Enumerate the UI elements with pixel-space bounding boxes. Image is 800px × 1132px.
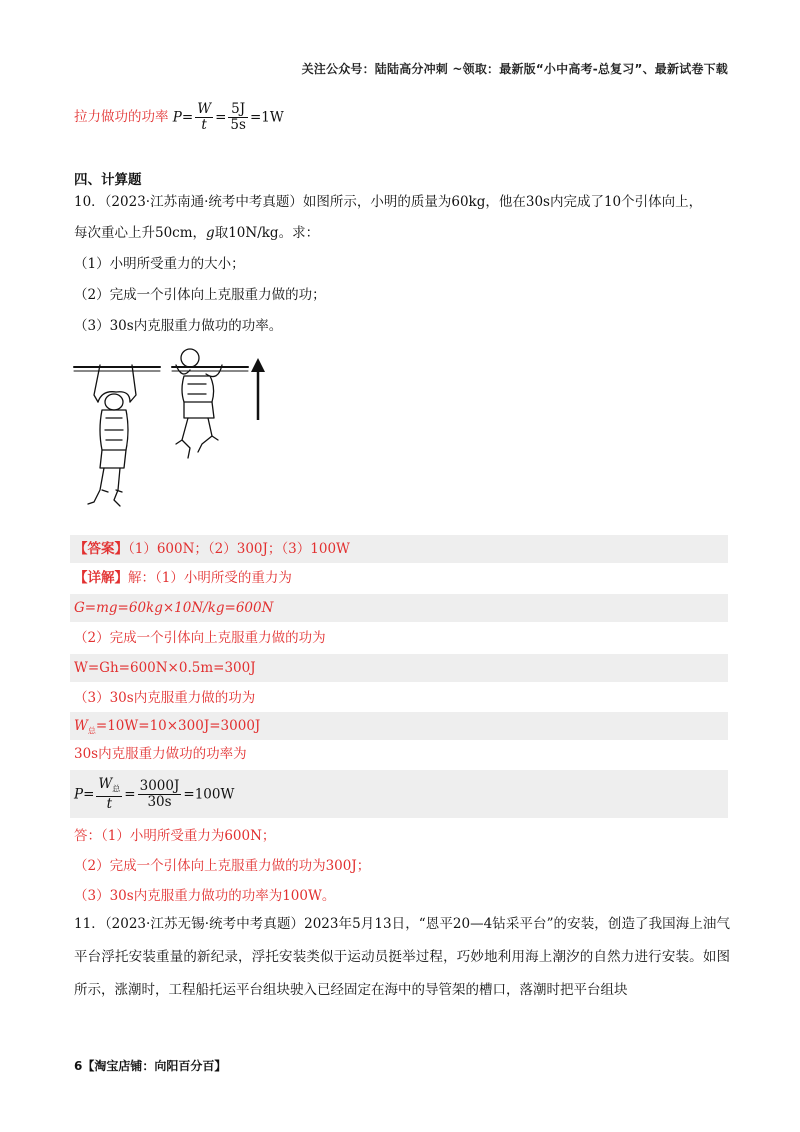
eq-gravity: G=mg=60kg×10N/kg=600N [74, 600, 274, 616]
page-footer: 6【淘宝店铺：向阳百分百】 [74, 1059, 227, 1073]
prev-power-label: 拉力做功的功率 [74, 109, 169, 125]
power-intro: 30s内克服重力做功的功率为 [74, 746, 247, 762]
detail-step3: （3）30s内克服重力做的功为 [74, 690, 256, 706]
q10-item-2: （2）完成一个引体向上克服重力做的功； [74, 287, 326, 303]
page-header: 关注公众号：陆陆高分冲刺 ~领取：最新版“小中高考-总复习”、最新试卷下载 [301, 62, 728, 76]
detail-step2: （2）完成一个引体向上克服重力做的功为 [74, 630, 326, 646]
conclusion-3: （3）30s内克服重力做功的功率为100W。 [74, 888, 336, 904]
eq-power: P= $\frac{W_总}{t}$ = $\frac{3000J}{30s}$ =100W [74, 775, 235, 813]
section-title: 四、计算题 [74, 172, 142, 188]
q10-item-1: （1）小明所受重力的大小； [74, 256, 245, 272]
prev-power-formula: 拉力做功的功率 P= $\frac{W}{t}$ = $\frac{5J}{5s}$ =1W [74, 101, 284, 133]
detail-intro: 【详解】解：（1）小明所受的重力为 [74, 570, 292, 586]
eq-work: W=Gh=600N×0.5m=300J [74, 660, 256, 676]
conclusion-1: 答：（1）小明所受重力为600N； [74, 828, 276, 844]
eq-total-work: $W_总=10W=10\times 300J=3000J$ [74, 718, 261, 736]
q11-text: 11．（2023·江苏无锡·统考中考真题）2023年5月13日，“恩平20—4钻采平台”的安装，创造了我国海上油气平台浮托安装重量的新纪录，浮托安装类似于运动员挺举过程，巧妙地利用海上潮汐的自然力进行安装。如图所示，涨潮时，工程船托运平台组块驶入已经固定在海中的导管架的槽口，落潮时把平台组块 [74, 916, 730, 998]
answer-line: 【答案】（1）600N；（2）300J；（3）100W [74, 541, 350, 557]
q10-item-3: （3）30s内克服重力做功的功率。 [74, 318, 283, 334]
pullup-illustration [72, 340, 282, 520]
q10-line1: 10．（2023·江苏南通·统考中考真题）如图所示，小明的质量为60kg，他在30s内完成了10个引体向上， [74, 194, 703, 210]
q10-line2: 每次重心上升50cm，g取10N/kg。求： [74, 225, 320, 241]
conclusion-2: （2）完成一个引体向上克服重力做的功为300J； [74, 858, 371, 874]
